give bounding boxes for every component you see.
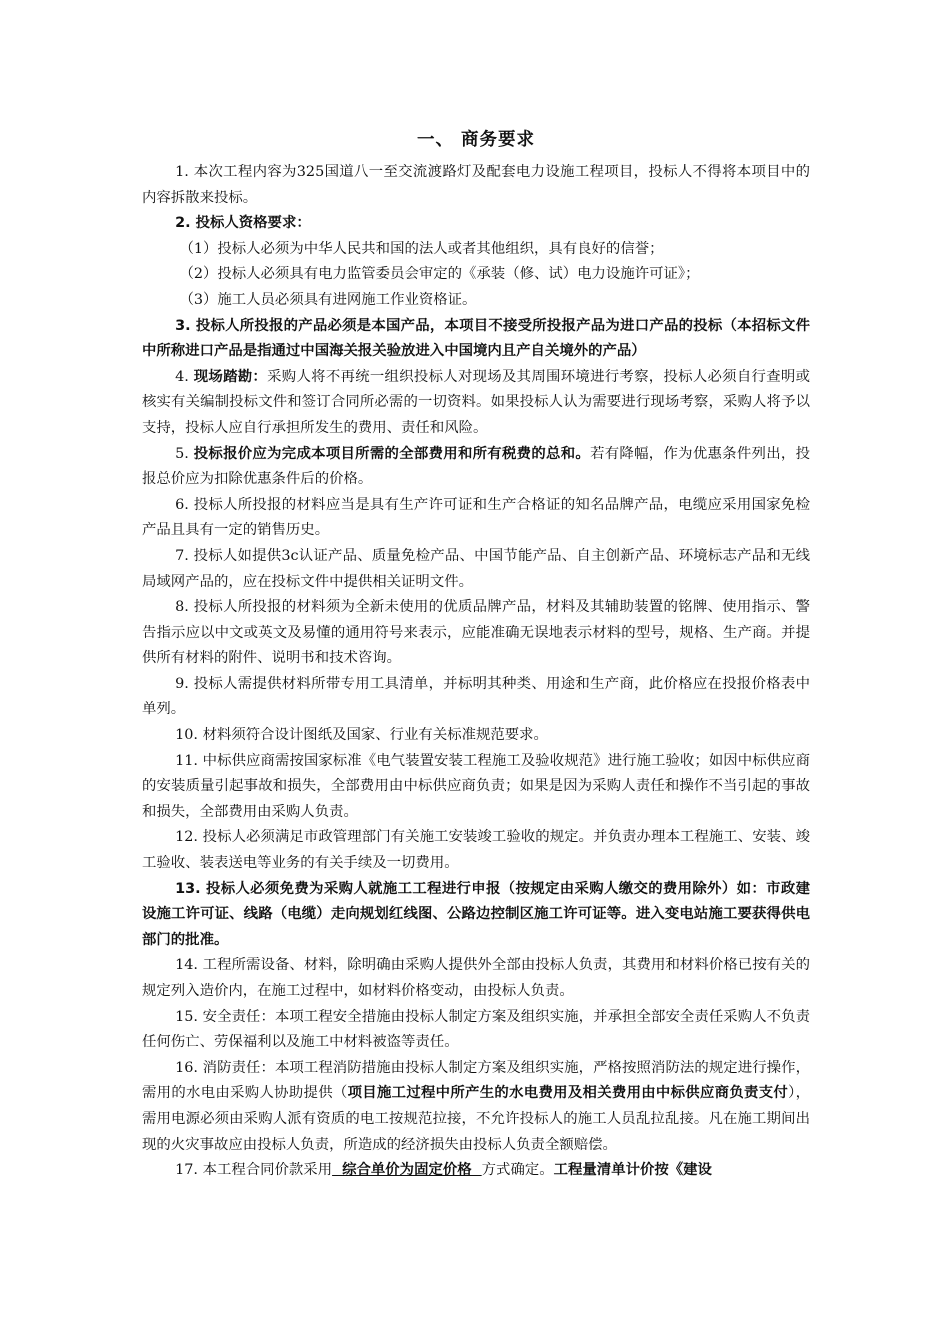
item-1: 1. 本次工程内容为325国道八一至交流渡路灯及配套电力设施工程项目，投标人不得将本项目中的内容拆散来投标。 [142,164,810,206]
item-17-underlined-text: 综合单价为固定价格 [332,1162,482,1179]
item-16 [142,1056,810,1158]
document-body [142,160,810,1184]
item-2-sub-1: （1）投标人必须为中华人民共和国的法人或者其他组织，具有良好的信誉； [179,240,664,257]
item-8: 8. 投标人所投报的材料须为全新未使用的优质品牌产品，材料及其辅助装置的铭牌、使用指示、警告指示应以中文或英文及易懂的通用符号来表示，应能准确无误地表示材料的型号，规格、生产商。并提供所有材料的附件、说明书和技术咨询。 [142,599,810,667]
item-17-text-a: 17. 本工程合同价款采用 [175,1162,333,1179]
item-5-text: 若有降幅，作为优惠条件列出，投报总价应为扣除优惠条件后的价格。 [142,445,810,488]
item-4-heading: 现场踏勘： [193,368,268,385]
item-2-sub-3: （3）施工人员必须具有进网施工作业资格证。 [179,291,477,308]
item-2-sub-2: （2）投标人必须具有电力监管委员会审定的《承装（修、试）电力设施许可证》； [179,266,700,283]
item-10: 10. 材料须符合设计图纸及国家、行业有关标准规范要求。 [175,727,548,744]
item-11: 11. 中标供应商需按国家标准《电气装置安装工程施工及验收规范》进行施工验收；如因中标供应商的安装质量引起事故和损失，全部费用由中标供应商负责；如果是因为采购人责任和操作不当引起的事故和损失，全部费用由采购人负责。 [142,752,810,820]
item-4 [142,365,810,442]
item-17 [142,1158,810,1184]
item-7: 7. 投标人如提供3c认证产品、质量免检产品、中国节能产品、自主创新产品、环境标志产品和无线局域网产品的，应在投标文件中提供相关证明文件。 [142,547,810,590]
section-title: 一、 商务要求 [416,130,536,150]
item-2-heading: 2. 投标人资格要求： [175,215,311,232]
item-16-text-a: 16. 消防责任：本项工程消防措施由投标人制定方案及组织实施，严格按照消防法的规定进行操作，需用的水电由采购人协助提供（ [142,1059,810,1102]
item-3: 3. 投标人所投报的产品必须是本国产品，本项目不接受所投报产品为进口产品的投标（本招标文件中所称进口产品是指通过中国海关报关验放进入中国境内且产自关境外的产品） [142,317,810,360]
item-16-bold-text: 项目施工过程中所产生的水电费用及相关费用由中标供应商负责支付 [347,1085,789,1102]
item-5-bold-text: 投标报价应为完成本项目所需的全部费用和所有税费的总和。 [193,445,591,462]
item-16-text-b: ），需用电源必须由采购人派有资质的电工按规范拉接，不允许投标人的施工人员乱拉乱接。凡在施工期间出现的火灾事故应由投标人负责，所造成的经济损失由投标人负责全额赔偿。 [142,1085,810,1153]
item-17-text-b: 方式确定。 [481,1162,554,1179]
item-13: 13. 投标人必须免费为采购人就施工工程进行申报（按规定由采购人缴交的费用除外）如：市政建设施工许可证、线路（电缆）走向规划红线图、公路边控制区施工许可证等。进入变电站施工要获得供电部门的批准。 [142,880,810,948]
item-5 [142,442,810,493]
item-9: 9. 投标人需提供材料所带专用工具清单，并标明其种类、用途和生产商，此价格应在投报价格表中单列。 [142,675,810,718]
item-15: 15. 安全责任：本项工程安全措施由投标人制定方案及组织实施，并承担全部安全责任采购人不负责任何伤亡、劳保福利以及施工中材料被盗等责任。 [142,1008,810,1051]
item-12: 12. 投标人必须满足市政管理部门有关施工安装竣工验收的规定。并负责办理本工程施工、安装、竣工验收、装表送电等业务的有关手续及一切费用。 [142,829,810,872]
item-4-number: 4. [175,368,194,385]
item-4-text: 采购人将不再统一组织投标人对现场及其周围环境进行考察，投标人必须自行查明或核实有关编制投标文件和签订合同所必需的一切资料。如果投标人认为需要进行现场考察，采购人将予以支持，投标人应自行承担所发生的费用、责任和风险。 [142,368,810,436]
item-17-bold-text: 工程量清单计价按《建设 [553,1162,712,1179]
item-14: 14. 工程所需设备、材料，除明确由采购人提供外全部由投标人负责，其费用和材料价格已按有关的规定列入造价内，在施工过程中，如材料价格变动，由投标人负责。 [142,957,810,999]
item-5-number: 5. [175,445,194,462]
item-6: 6. 投标人所投报的材料应当是具有生产许可证和生产合格证的知名品牌产品，电缆应采用国家免检产品且具有一定的销售历史。 [142,496,810,539]
